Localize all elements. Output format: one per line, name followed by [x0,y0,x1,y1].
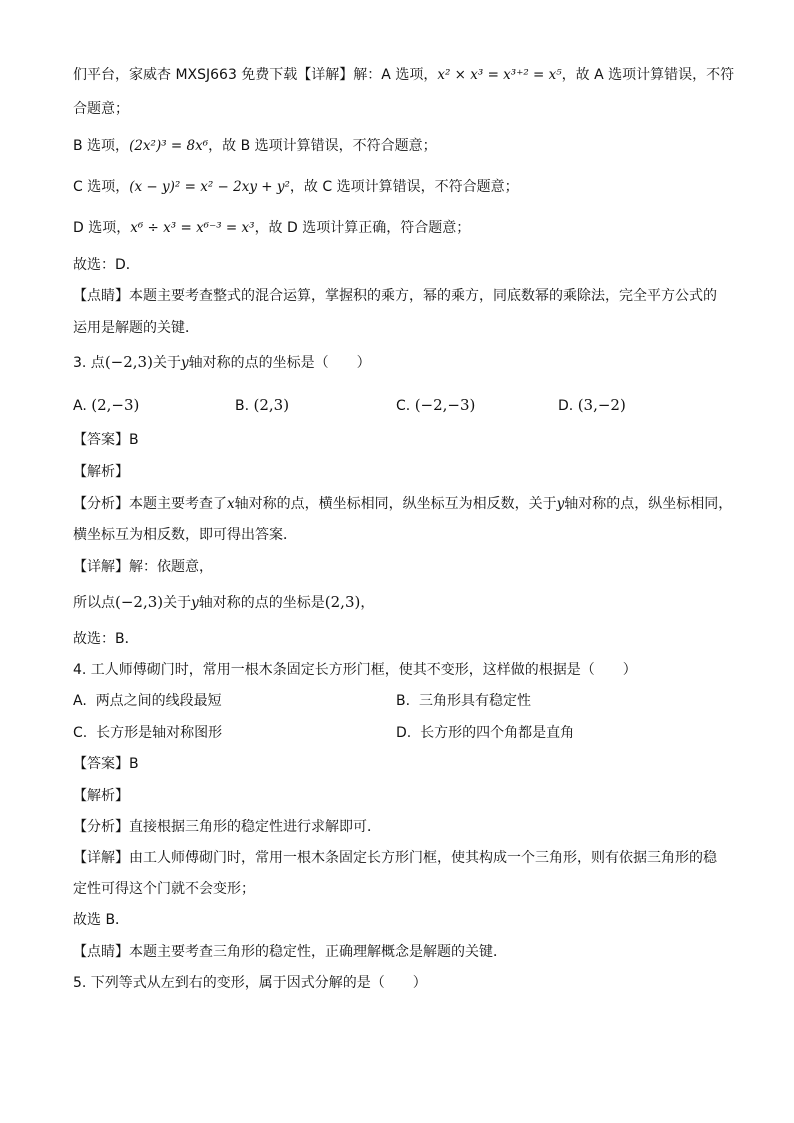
text-segment: 轴对称的点，横坐标相同，纵坐标互为相反数，关于 [234,496,557,512]
math-variable: y [191,595,199,611]
question-4-stem: 4. 工人师傅砌门时，常用一根木条固定长方形门框，使其不变形，这样做的根据是（ ） [73,662,637,678]
math-expression: (2,3) [324,593,361,611]
text-segment: B 选项， [73,138,130,154]
option-b [235,395,289,416]
text-segment: ， [360,595,375,611]
option-value: (2,−3) [91,396,140,414]
option-value: (2,3) [253,396,290,414]
answer-label: 【答案】B [73,756,139,772]
option-value: 长方形的四个角都是直角 [420,725,575,741]
answer-label: 【答案】B [73,432,139,448]
math-variable: y [556,496,565,512]
text-line: 【点睛】本题主要考查整式的混合运算，掌握积的乘方，幂的乘方，同底数幂的乘除法，完全平方公式的 [73,288,717,304]
analysis-label: 【解析】 [73,464,129,480]
option-label: A. [73,398,87,414]
text-segment: ，故 B 选项计算错误，不符合题意； [208,138,437,154]
option-a [73,395,139,416]
option-value: (−2,−3) [414,396,476,414]
question-3-stem [73,352,734,373]
text-segment: 3. 点 [73,355,105,371]
math-expression: (−2,3) [104,353,153,371]
option-c [73,723,222,743]
text-line: 合题意； [73,101,129,117]
math-expression: (x − y)² = x² − 2xy + y² [129,179,290,195]
math-variable: y [180,355,189,371]
math-expression: (2x²)³ = 8x⁶ [129,138,209,154]
text-segment: ，故 A 选项计算错误，不符 [561,67,735,83]
text-segment: D 选项， [73,220,131,236]
option-label: B. [235,398,250,414]
text-segment: ，故 C 选项计算错误，不符合题意； [289,179,519,195]
option-d [396,723,574,743]
option-b [396,691,531,711]
option-value: 三角形具有稳定性 [418,693,531,709]
text-line: 故选：B． [73,631,139,647]
text-line: 【详解】解：依题意， [73,559,213,575]
option-d [558,395,626,416]
option-label: C. [73,725,88,741]
text-segment: 关于 [152,355,181,371]
option-label: A. [73,693,87,709]
math-expression: x⁶ ÷ x³ = x⁶⁻³ = x³ [130,220,255,236]
text-line [73,177,734,197]
math-expression: (−2,3) [115,593,164,611]
text-line [73,136,734,156]
question-5-stem: 5. 下列等式从左到右的变形，属于因式分解的是（ ） [73,975,427,991]
text-line: 定性可得这个门就不会变形； [73,881,255,897]
analysis-label: 【解析】 [73,788,129,804]
option-label: B. [396,693,411,709]
math-expression: x² × x³ = x³⁺² = x⁵ [437,67,562,83]
text-segment: 轴对称的点的坐标是 [198,595,325,611]
math-variable: x [227,496,235,512]
text-line [73,218,734,238]
text-line: 运用是解题的关键． [73,320,199,336]
text-segment: 关于 [163,595,192,611]
text-line: 【分析】直接根据三角形的稳定性进行求解即可． [73,819,381,835]
text-segment: 们平台，家威杏 MXSJ663 免费下载【详解】解：A 选项， [73,67,438,83]
text-line [73,494,734,514]
text-line: 故选 B． [73,912,130,928]
text-line: 故选：D． [73,257,140,273]
option-a [73,691,222,711]
option-value: 两点之间的线段最短 [95,693,222,709]
text-segment: 所以点 [73,595,115,611]
text-line: 【点睛】本题主要考查三角形的稳定性，正确理解概念是解题的关键． [73,944,507,960]
option-label: D. [558,398,574,414]
text-segment: ，故 D 选项计算正确，符合题意； [254,220,471,236]
option-value: (3,−2) [577,396,626,414]
text-line [73,592,734,613]
text-segment: 轴对称的点，纵坐标相同， [564,496,733,512]
text-line [73,65,734,85]
option-label: C. [396,398,411,414]
option-c [396,395,475,416]
text-segment: 【分析】本题主要考查了 [73,496,227,512]
text-segment: 轴对称的点的坐标是（ ） [188,355,371,371]
option-label: D. [396,725,412,741]
text-segment: C 选项， [73,179,130,195]
option-value: 长方形是轴对称图形 [96,725,223,741]
text-line: 横坐标互为相反数，即可得出答案． [73,527,297,543]
text-line: 【详解】由工人师傅砌门时，常用一根木条固定长方形门框，使其构成一个三角形，则有依据三角形的稳 [73,850,717,866]
